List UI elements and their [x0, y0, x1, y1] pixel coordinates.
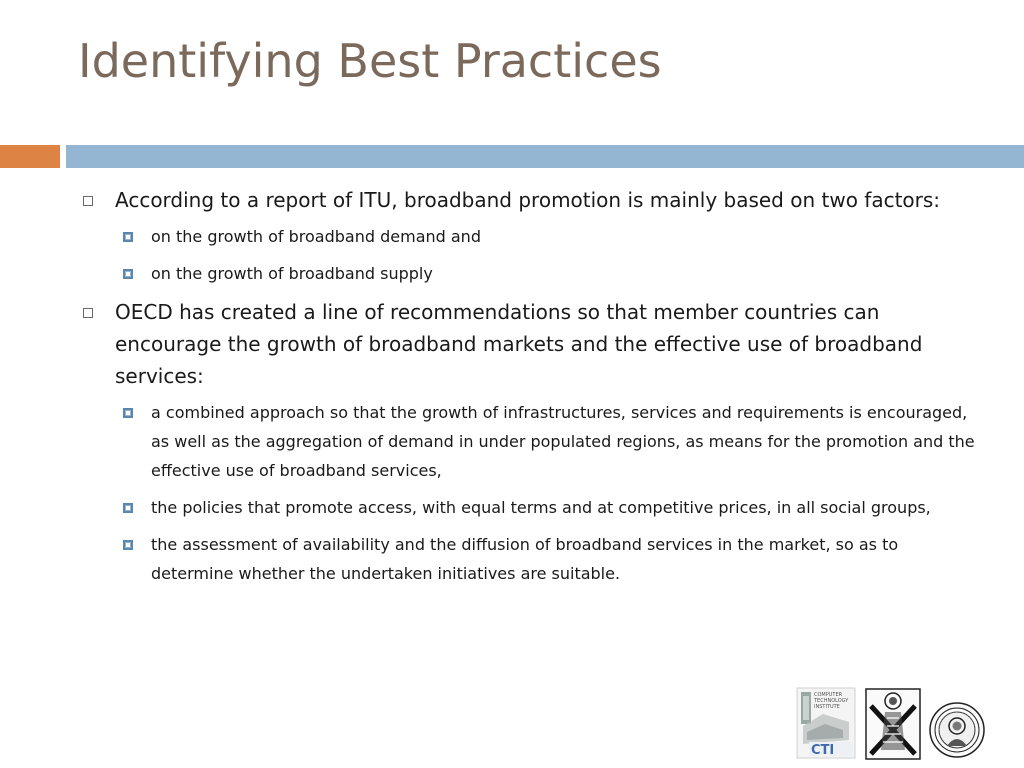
slide-content	[80, 184, 980, 596]
filled-square-bullet-icon	[123, 408, 133, 418]
bullet-item	[80, 184, 980, 216]
sub-bullet-item	[80, 493, 980, 522]
bullet-text: According to a report of ITU, broadband promotion is mainly based on two factors:	[115, 188, 941, 212]
sub-bullet-item	[80, 259, 980, 288]
filled-square-bullet-icon	[123, 232, 133, 242]
sub-bullet-text: the policies that promote access, with equal terms and at competitive prices, in all social groups,	[151, 498, 931, 517]
square-bullet-icon	[83, 196, 93, 206]
sub-bullet-text: on the growth of broadband supply	[151, 264, 433, 283]
sub-bullet-item	[80, 222, 980, 251]
saint-cross-logo	[865, 688, 921, 760]
cti-logo-line-3: INSTITUTE	[814, 704, 840, 710]
bullet-text: OECD has created a line of recommendations so that member countries can encourage the growth of broadband markets and the effective use of broadband services:	[115, 300, 923, 388]
accent-bar	[0, 145, 60, 168]
cti-logo-line-2: TECHNOLOGY	[814, 698, 849, 704]
cti-logo-line-1: COMPUTER	[814, 692, 843, 698]
sub-bullet-text: on the growth of broadband demand and	[151, 227, 481, 246]
title-divider-bar	[66, 145, 1024, 168]
filled-square-bullet-icon	[123, 503, 133, 513]
bullet-item	[80, 296, 980, 392]
square-bullet-icon	[83, 308, 93, 318]
sub-bullet-list	[80, 222, 980, 288]
footer-logos	[795, 686, 990, 762]
filled-square-bullet-icon	[123, 540, 133, 550]
filled-square-bullet-icon	[123, 269, 133, 279]
sub-bullet-list	[80, 398, 980, 588]
sub-bullet-text: the assessment of availability and the diffusion of broadband services in the market, so as to determine whether the undertaken initiatives are suitable.	[151, 535, 899, 583]
cti-logo	[795, 686, 857, 760]
sub-bullet-item	[80, 530, 980, 588]
sub-bullet-item	[80, 398, 980, 485]
university-seal-logo	[929, 702, 985, 758]
cti-logo-abbr: CTI	[811, 743, 835, 758]
slide-title: Identifying Best Practices	[78, 34, 662, 88]
sub-bullet-text: a combined approach so that the growth of infrastructures, services and requirements is encouraged, as well as the aggregation of demand in under populated regions, as means for the promotion and the effective use of broadband services,	[151, 403, 975, 480]
